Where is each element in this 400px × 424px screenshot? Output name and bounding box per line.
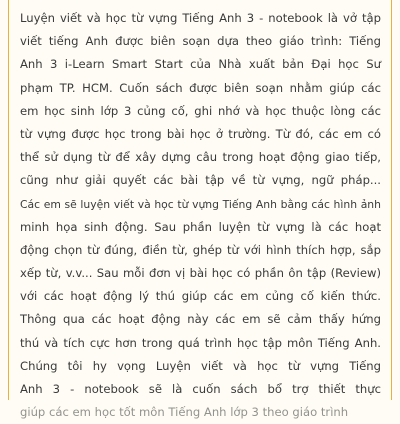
text-line: em học sinh lớp 3 củng cố, ghi nhớ và học thuộc lòng các: [20, 103, 381, 118]
text-line: thể sử dụng từ để xây dựng câu trong hoạt động giao tiếp,: [20, 150, 381, 165]
text-line: phạm TP. HCM. Cuốn sách được biên soạn nhằm giúp các: [20, 80, 381, 95]
text-line: Thông qua các hoạt động này các em sẽ cảm thấy hứng: [20, 312, 381, 327]
text-line: Anh 3 - notebook sẽ là cuốn sách bổ trợ thiết thực: [20, 382, 381, 396]
text-line: từ vựng được học trong bài học ở trường. Từ đó, các em có: [20, 126, 381, 141]
text-line: Các em sẽ luyện viết và học từ vựng Tiếng Anh bằng các hình ảnh: [20, 197, 381, 211]
text-line: Chúng tôi hy vọng Luyện viết và học từ vựng Tiếng: [20, 358, 381, 373]
text-line: cũng như giải quyết các bài tập về từ vựng, ngữ pháp...: [20, 173, 381, 188]
text-line: xếp từ, v.v... Sau mỗi đơn vị bài học có phần ôn tập (Review): [20, 266, 381, 281]
text-line: minh họa sinh động. Sau phần luyện từ vựng là các hoạt: [20, 219, 381, 234]
body-text: [0, 7, 400, 424]
text-line: viết tiếng Anh được biên soạn dựa theo giáo trình: Tiếng: [20, 34, 381, 49]
text-line: động chọn từ đúng, điền từ, ghép từ với hình thích hợp, sắp: [20, 242, 381, 257]
text-line: Luyện viết và học từ vựng Tiếng Anh 3 - notebook là vở tập: [20, 11, 381, 25]
text-line: thú và tích cực hơn trong quá trình học tập môn Tiếng Anh.: [20, 335, 381, 350]
text-line: Anh 3 i-Learn Smart Start của Nhà xuất bản Đại học Sư: [20, 57, 381, 72]
text-line-partial: giúp các em học tốt môn Tiếng Anh lớp 3 theo giáo trình: [20, 405, 349, 420]
text-line: với các hoạt động lý thú giúp các em củng cố kiến thức.: [20, 289, 381, 304]
